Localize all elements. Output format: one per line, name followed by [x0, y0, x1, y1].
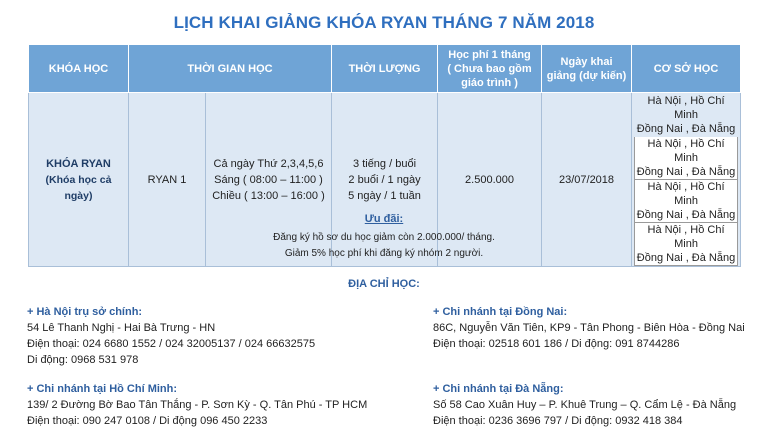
- branch-heading: + Chi nhánh tại Đồng Nai:: [433, 306, 568, 318]
- campus-entry: [634, 223, 738, 266]
- header-start-date: [542, 45, 632, 93]
- class-name-cell: RYAN 1: [129, 93, 206, 267]
- header-course: KHÓA HỌC: [29, 45, 129, 93]
- time-line-3: Chiều ( 13:00 – 16:00 ): [212, 189, 325, 202]
- branch-address: 86C, Nguyễn Văn Tiên, KP9 - Tân Phong - Biên Hòa - Đồng Nai: [433, 322, 745, 334]
- fee-cell: 2.500.000: [438, 93, 542, 267]
- header-duration: THỜI LƯỢNG: [332, 45, 438, 93]
- branch-heading: + Hà Nội trụ sở chính:: [27, 306, 143, 318]
- campus-line-2: Đồng Nai , Đà Nẵng: [636, 252, 736, 264]
- campus-line-2: Đồng Nai , Đà Nẵng: [636, 166, 736, 178]
- header-fee: [438, 45, 542, 93]
- campus-line-1: Hà Nội , Hồ Chí Minh: [647, 224, 725, 250]
- duration-line-2: 2 buổi / 1 ngày: [348, 173, 421, 186]
- campus-line-1: Hà Nội , Hồ Chí Minh: [647, 95, 725, 121]
- branch-phone: Điện thoại: 02518 601 186 / Di động: 091 8744286: [433, 338, 680, 350]
- branch-address: 139/ 2 Đường Bờ Bao Tân Thắng - P. Sơn Kỳ - Q. Tân Phú - TP HCM: [27, 399, 368, 411]
- header-start-line2: giảng (dự kiến): [546, 69, 627, 82]
- header-fee-line2: ( Chưa bao gồm: [447, 62, 532, 75]
- header-fee-line1: Học phí 1 tháng: [448, 48, 531, 61]
- campus-entry: [634, 137, 738, 180]
- course-name: KHÓA RYAN: [46, 157, 111, 170]
- page-title: LỊCH KHAI GIẢNG KHÓA RYAN THÁNG 7 NĂM 2018: [173, 13, 595, 32]
- branch-hcm: [27, 381, 367, 429]
- branch-heading: + Chi nhánh tại Đà Nẵng:: [433, 383, 564, 395]
- branch-mobile: Di động: 0968 531 978: [27, 354, 139, 366]
- header-fee-line3: giáo trình ): [461, 76, 518, 89]
- offer-line-2: Giảm 5% học phí khi đăng ký nhóm 2 người.: [284, 248, 484, 259]
- header-start-line1: Ngày khai: [560, 55, 613, 68]
- branch-address: 54 Lê Thanh Nghị - Hai Bà Trưng - HN: [27, 322, 216, 334]
- address-title: ĐỊA CHỈ HỌC:: [348, 278, 420, 290]
- campus-line-2: Đồng Nai , Đà Nẵng: [636, 123, 736, 135]
- branch-heading: + Chi nhánh tại Hồ Chí Minh:: [27, 383, 178, 395]
- branch-phone: Điện thoại: 0236 3696 797 / Di động: 0932 418 384: [433, 415, 683, 427]
- offer-line-1: Đăng ký hồ sơ du học giảm còn 2.000.000/ tháng.: [273, 232, 495, 243]
- branch-hanoi: [27, 304, 315, 368]
- campus-line-1: Hà Nội , Hồ Chí Minh: [647, 181, 725, 207]
- time-line-1: Cả ngày Thứ 2,3,4,5,6: [213, 157, 324, 170]
- campus-entry: [634, 93, 738, 137]
- duration-line-3: 5 ngày / 1 tuần: [348, 189, 421, 202]
- branch-phone: Điện thoại: 024 6680 1552 / 024 32005137 / 024 66632575: [27, 338, 316, 350]
- course-subtitle: (Khóa học cả ngày): [45, 173, 112, 202]
- branch-dongnai: [433, 304, 745, 352]
- start-date-cell: 23/07/2018: [542, 93, 632, 267]
- branch-danang: [433, 381, 736, 429]
- campus-line-1: Hà Nội , Hồ Chí Minh: [647, 138, 725, 164]
- branch-phone: Điện thoại: 090 247 0108 / Di động 096 450 2233: [27, 415, 268, 427]
- offer-title: Ưu đãi:: [364, 213, 404, 225]
- header-campus: CƠ SỞ HỌC: [632, 45, 741, 93]
- time-line-2: Sáng ( 08:00 – 11:00 ): [214, 173, 323, 186]
- table-header-row: [29, 45, 741, 93]
- header-time: THỜI GIAN HỌC: [129, 45, 332, 93]
- duration-line-1: 3 tiếng / buổi: [353, 157, 417, 170]
- branch-address: Số 58 Cao Xuân Huy – P. Khuê Trung – Q. Cẩm Lệ - Đà Nẵng: [433, 399, 737, 411]
- campus-line-2: Đồng Nai , Đà Nẵng: [636, 209, 736, 221]
